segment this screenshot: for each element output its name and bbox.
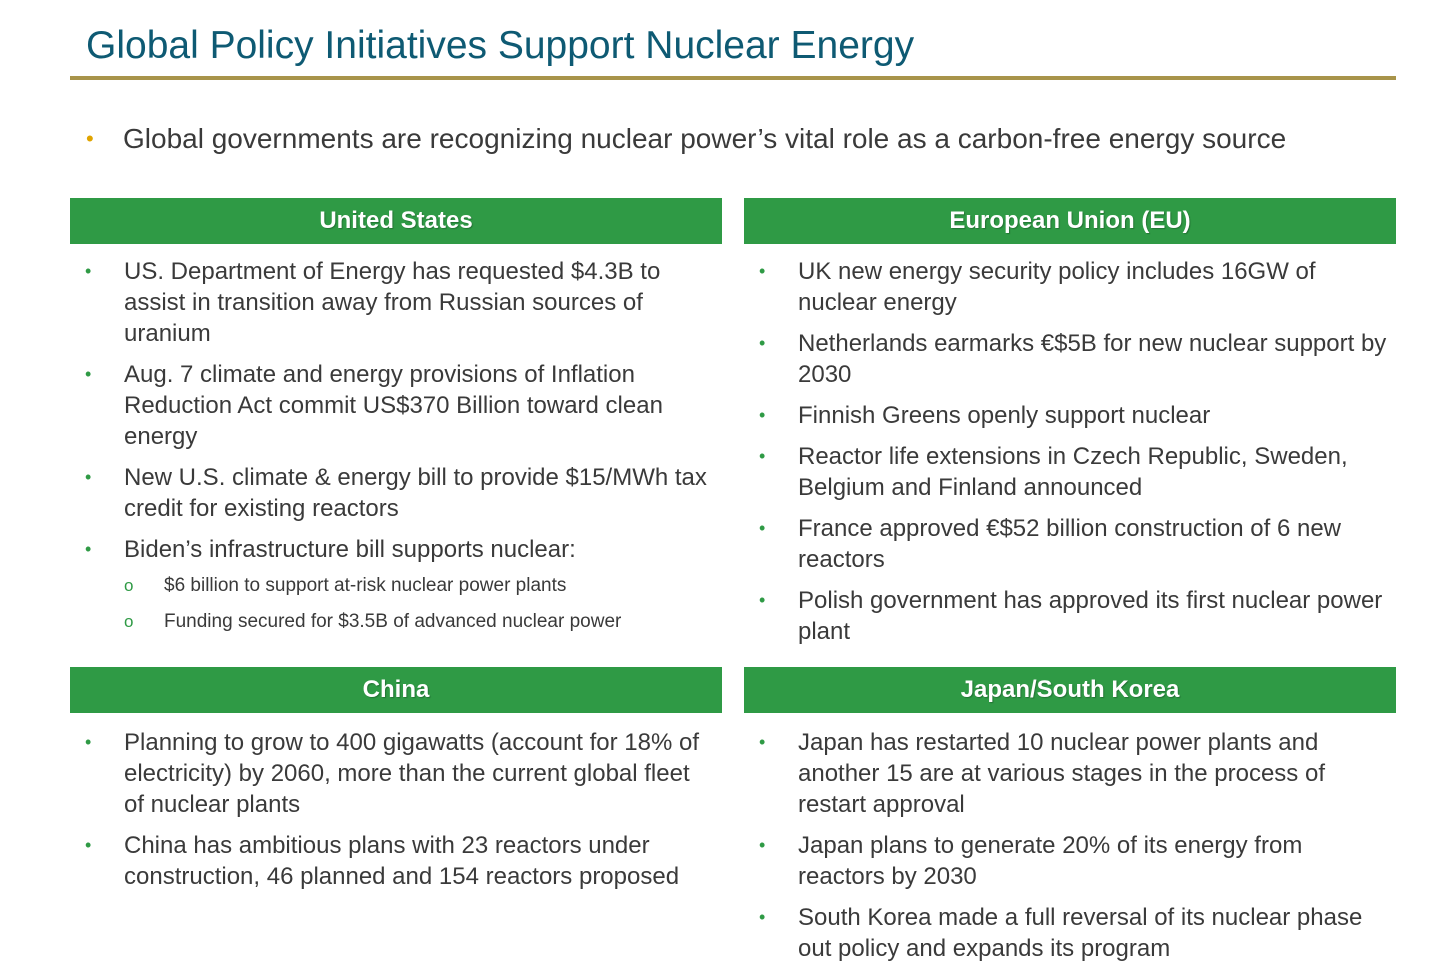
bullet-icon: • [85, 732, 92, 752]
list-item-text: France approved €$52 billion construction of 6 new reactors [798, 515, 1341, 573]
list-item-text: New U.S. climate & energy bill to provide $15/MWh tax credit for existing reactors [124, 464, 707, 522]
page-title: Global Policy Initiatives Support Nuclear Energy [86, 24, 915, 67]
list-item-text: Finnish Greens openly support nuclear [798, 402, 1211, 429]
bullet-list [744, 256, 1396, 657]
circle-bullet-icon: o [124, 576, 134, 595]
bullet-icon: • [759, 405, 766, 425]
list-item [70, 256, 710, 349]
list-item [744, 328, 1396, 390]
list-item-text: US. Department of Energy has requested $4.3B to assist in transition away from Russian sources of uranium [124, 258, 661, 347]
bullet-icon: • [759, 907, 766, 927]
list-item [744, 513, 1396, 575]
bullet-icon: • [85, 835, 92, 855]
panel-united-states [70, 198, 722, 648]
list-item-text: Aug. 7 climate and energy provisions of Inflation Reduction Act commit US$370 Billion toward clean energy [124, 361, 663, 450]
bullet-icon: • [85, 261, 92, 281]
panel-header: United States [70, 198, 722, 244]
panel-header: Japan/South Korea [744, 667, 1396, 713]
bullet-icon: • [759, 333, 766, 353]
list-item [744, 902, 1384, 964]
list-item-text: Planning to grow to 400 gigawatts (account for 18% of electricity) by 2060, more than the current global fleet of nuclear plants [124, 729, 700, 818]
list-item-text: Netherlands earmarks €$5B for new nuclear support by 2030 [798, 330, 1387, 388]
circle-bullet-icon: o [124, 612, 134, 631]
panel-header: China [70, 667, 722, 713]
list-item [70, 462, 710, 524]
list-item-text: UK new energy security policy includes 16GW of nuclear energy [798, 258, 1316, 316]
bullet-list [70, 256, 710, 645]
bullet-icon: • [759, 835, 766, 855]
bullet-icon: • [759, 261, 766, 281]
list-item [70, 359, 710, 452]
panel-header: European Union (EU) [744, 198, 1396, 244]
panel-china [70, 667, 722, 967]
list-item-text: Japan has restarted 10 nuclear power plants and another 15 are at various stages in the process of restart approval [798, 729, 1325, 818]
bullet-icon: • [759, 518, 766, 538]
bullet-icon: • [759, 732, 766, 752]
list-item [70, 830, 706, 892]
panel-european-union [744, 198, 1396, 648]
list-item-text: Japan plans to generate 20% of its energy from reactors by 2030 [798, 832, 1303, 890]
sub-list-item [124, 609, 710, 635]
list-item [744, 441, 1396, 503]
list-item-text: China has ambitious plans with 23 reactors under construction, 46 planned and 154 reactors proposed [124, 832, 680, 890]
list-item [70, 534, 710, 635]
list-item-text: South Korea made a full reversal of its nuclear phase out policy and expands its program [798, 904, 1363, 962]
title-divider [70, 76, 1396, 80]
bullet-icon: • [85, 467, 92, 487]
sub-bullet-list [124, 573, 710, 635]
list-item [744, 585, 1396, 647]
panel-japan-south-korea [744, 667, 1396, 967]
bullet-icon: • [759, 590, 766, 610]
bullet-list [744, 727, 1384, 974]
list-item [70, 727, 706, 820]
intro-text: Global governments are recognizing nuclear power’s vital role as a carbon-free energy source [123, 123, 1287, 154]
bullet-list [70, 727, 706, 902]
bullet-icon: • [759, 446, 766, 466]
list-item [744, 727, 1384, 820]
list-item [744, 830, 1384, 892]
bullet-icon: • [85, 364, 92, 384]
sub-list-item [124, 573, 710, 599]
list-item-text: Reactor life extensions in Czech Republic, Sweden, Belgium and Finland announced [798, 443, 1348, 501]
list-item [744, 256, 1396, 318]
list-item-text: Polish government has approved its first nuclear power plant [798, 587, 1383, 645]
list-item-text: Biden’s infrastructure bill supports nuclear: [124, 536, 576, 563]
bullet-icon: • [85, 539, 92, 559]
list-item [744, 400, 1396, 431]
bullet-icon: • [86, 126, 94, 151]
sub-list-item-text: Funding secured for $3.5B of advanced nuclear power [164, 611, 622, 632]
sub-list-item-text: $6 billion to support at-risk nuclear power plants [164, 575, 567, 596]
